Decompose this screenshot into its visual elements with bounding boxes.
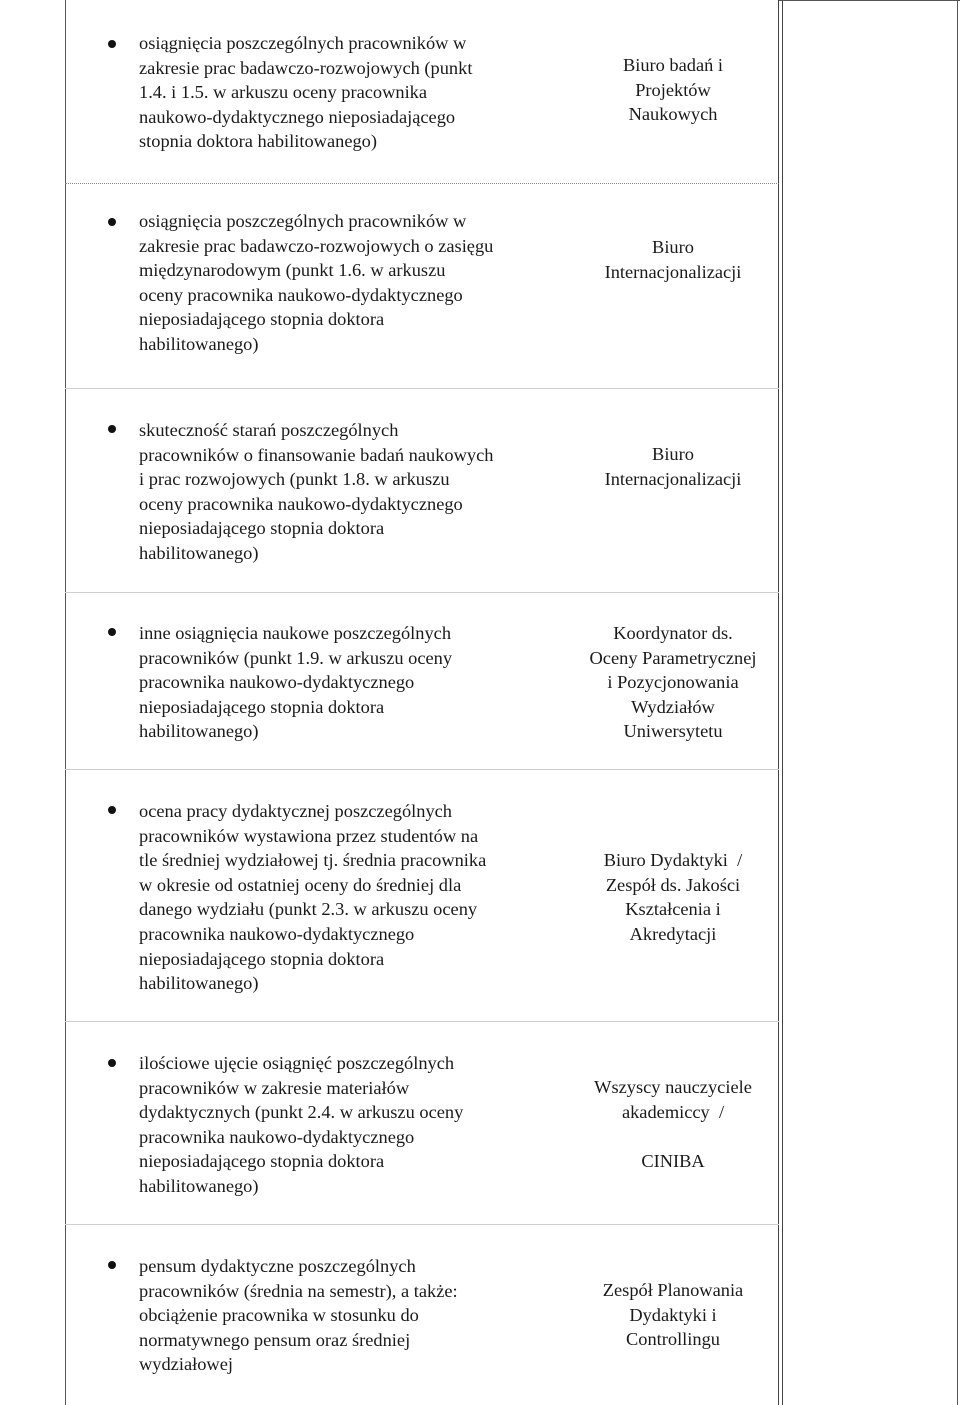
table-row-unit: Zespół Planowania Dydaktyki i Controllingu <box>602 1280 744 1350</box>
table-right-border <box>778 0 779 1405</box>
page-right-border <box>957 0 958 1405</box>
table-row-description: ilościowe ujęcie osiągnięć poszczególnych pracowników w zakresie materiałów dydaktycznych (punkt 2.4. w arkuszu oceny pracownika naukowo-dydaktycznego nieposiadającego stopnia doktora habilitowanego) <box>139 1053 464 1196</box>
adjacent-column-border <box>782 0 783 1405</box>
table-row-unit: Biuro Internacjonalizacji <box>604 237 742 282</box>
bullet-icon <box>108 218 116 226</box>
bullet-icon <box>108 1059 116 1067</box>
bullet-icon <box>108 628 116 636</box>
bullet-icon <box>108 806 116 814</box>
row-divider <box>65 592 779 593</box>
adjacent-column-top-border <box>779 0 960 1</box>
table-row-unit: Wszyscy nauczyciele akademiccy / CINIBA <box>594 1077 752 1171</box>
table-row-description: inne osiągnięcia naukowe poszczególnych pracowników (punkt 1.9. w arkuszu oceny pracownika naukowo-dydaktycznego nieposiadającego stopnia doktora habilitowanego) <box>139 623 453 742</box>
table-row-unit: Koordynator ds. Oceny Parametrycznej i Pozycjonowania Wydziałów Uniwersytetu <box>589 623 757 742</box>
table-row-description: pensum dydaktyczne poszczególnych pracowników (średnia na semestr), a także: obciążenie pracownika w stosunku do normatywnego pensum oraz średniej wydziałowej <box>139 1256 458 1375</box>
row-divider <box>65 769 779 770</box>
row-divider <box>65 1224 779 1225</box>
row-divider <box>65 388 779 389</box>
table-row-description: ocena pracy dydaktycznej poszczególnych pracowników wystawiona przez studentów na tle średniej wydziałowej tj. średnia pracownika w okresie od ostatniej oceny do średniej dla danego wydziału (punkt 2.3. w arkuszu oceny pracownika naukowo-dydaktycznego nieposiadającego stopnia doktora habilitowanego) <box>139 801 487 994</box>
table-row-unit: Biuro badań i Projektów Naukowych <box>622 55 724 125</box>
table-row-unit: Biuro Internacjonalizacji <box>604 444 742 489</box>
table-left-border <box>65 0 66 1405</box>
row-divider <box>65 1021 779 1022</box>
row-divider <box>65 183 779 184</box>
bullet-icon <box>108 425 116 433</box>
table-row-unit: Biuro Dydaktyki / Zespół ds. Jakości Kształcenia i Akredytacji <box>603 850 743 944</box>
table-row-description: osiągnięcia poszczególnych pracowników w zakresie prac badawczo-rozwojowych o zasięgu międzynarodowym (punkt 1.6. w arkuszu oceny pracownika naukowo-dydaktycznego nieposiadającego stopnia doktora habilitowanego) <box>139 211 494 354</box>
table-row-description: osiągnięcia poszczególnych pracowników w zakresie prac badawczo-rozwojowych (punkt 1.4. i 1.5. w arkuszu oceny pracownika naukowo-dydaktycznego nieposiadającego stopnia doktora habilitowanego) <box>139 33 473 152</box>
table-row-description: skuteczność starań poszczególnych pracowników o finansowanie badań naukowych i prac rozwojowych (punkt 1.8. w arkuszu oceny pracownika naukowo-dydaktycznego nieposiadającego stopnia doktora habilitowanego) <box>139 420 494 563</box>
bullet-icon <box>108 1261 116 1269</box>
bullet-icon <box>108 40 116 48</box>
